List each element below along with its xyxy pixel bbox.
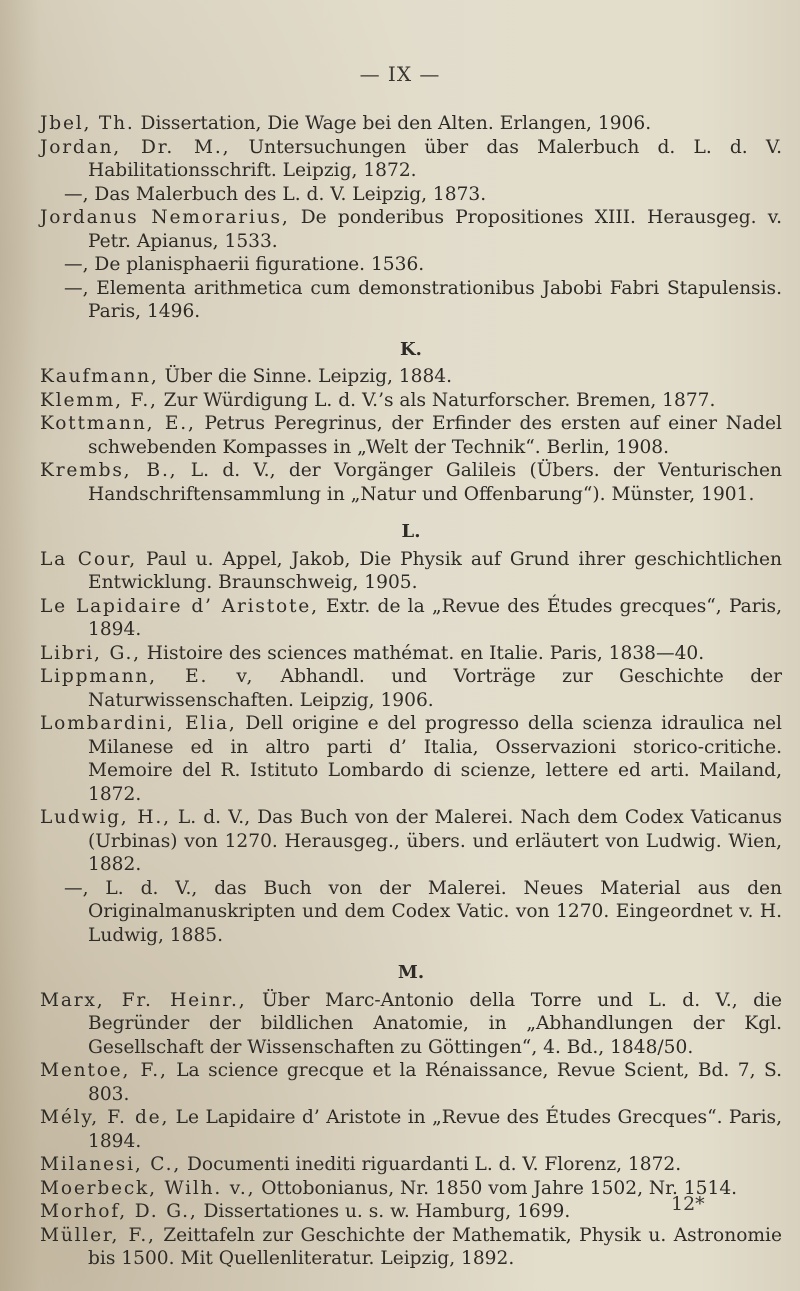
bibliography-entry	[40, 112, 782, 136]
bibliography-list	[40, 112, 782, 1271]
entry-author: Morhof, D. G.,	[40, 1201, 198, 1222]
entry-text: Documenti inediti riguardanti L. d. V. Florenz, 1872.	[181, 1154, 682, 1175]
bibliography-entry	[40, 642, 782, 666]
entry-text: Dissertation, Die Wage bei den Alten. Erlangen, 1906.	[134, 113, 652, 134]
entry-text: Abhandl. und Vorträge zur Geschichte der Naturwissenschaften. Leipzig, 1906.	[88, 666, 782, 711]
entry-author: Mély, F. de,	[40, 1107, 170, 1128]
entry-author: La Cour,	[40, 548, 137, 570]
entry-author: Ludwig, H.,	[40, 807, 171, 828]
entry-author: Marx, Fr. Heinr.,	[40, 989, 247, 1011]
bibliography-entry	[40, 877, 782, 948]
bibliography-entry	[40, 665, 782, 712]
entry-text: Extr. de la „Revue des Études grecques“, Paris, 1894.	[88, 595, 782, 640]
bibliography-entry	[40, 136, 782, 183]
entry-text: Über die Sinne. Leipzig, 1884.	[158, 366, 453, 387]
bibliography-entry	[40, 1059, 782, 1106]
entry-author: —,	[64, 277, 89, 299]
page-header: — IX —	[359, 62, 441, 86]
entry-author: Krembs, B.,	[40, 460, 178, 481]
entry-text: Elementa arithmetica cum demonstrationibus Jabobi Fabri Stapulensis. Paris, 1496.	[88, 277, 782, 322]
entry-author: Klemm, F.,	[40, 389, 158, 411]
bibliography-entry	[40, 389, 782, 413]
bibliography-entry	[40, 183, 782, 207]
entry-text: Zeittafeln zur Geschichte der Mathematik, Physik u. Astronomie bis 1500. Mit Quellenliteratur. Leipzig, 1892.	[88, 1224, 783, 1269]
entry-author: Müller, F.,	[40, 1224, 156, 1246]
entry-author: Jbel, Th.	[40, 113, 135, 134]
bibliography-entry	[40, 712, 782, 806]
bibliography-entry	[40, 1224, 782, 1271]
entry-author: Milanesi, C.,	[40, 1154, 182, 1175]
entry-author: Kaufmann,	[40, 366, 159, 387]
bibliography-entry	[40, 459, 782, 506]
section-heading: M.	[397, 962, 425, 983]
entry-text: Dell origine e del progresso della scienza idraulica nel Milanese ed in altro parti d’ Italia, Osservazioni storico-critiche. Memoire del R. Istituto Lombardo di scienze, lettere ed arti. Mailand, 1872.	[88, 713, 782, 805]
entry-text: Dissertationes u. s. w. Hamburg, 1699.	[197, 1201, 571, 1222]
section-heading: L.	[401, 521, 421, 542]
entry-author: Kottmann, E.,	[40, 413, 196, 434]
entry-author: Mentoe, F.,	[40, 1060, 168, 1081]
entry-text: Paul u. Appel, Jakob, Die Physik auf Grund ihrer geschichtlichen Entwicklung. Braunschweig, 1905.	[88, 548, 782, 593]
bibliography-entry	[40, 206, 782, 253]
entry-text: Histoire des sciences mathémat. en Italie. Paris, 1838—40.	[140, 642, 705, 664]
entry-author: Le Lapidaire d’ Aristote,	[40, 595, 319, 617]
entry-author: Jordanus Nemorarius,	[40, 207, 290, 228]
entry-text: Le Lapidaire d’ Aristote in „Revue des Études Grecques“. Paris, 1894.	[88, 1107, 782, 1152]
bibliography-entry	[40, 548, 782, 595]
bibliography-entry	[40, 989, 782, 1060]
entry-author: —,	[64, 877, 89, 899]
entry-author: Libri, G.,	[40, 642, 141, 664]
bibliography-entry	[40, 1106, 782, 1153]
entry-author: —,	[64, 183, 89, 205]
entry-text: L. d. V., das Buch von der Malerei. Neues Material aus den Originalmanuskripten und dem Codex Vatic. von 1270. Eingeordnet v. H. Ludwig, 1885.	[88, 877, 782, 946]
entry-text: Ottobonianus, Nr. 1850 vom Jahre 1502, Nr. 1514.	[255, 1177, 738, 1199]
bibliography-entry	[40, 595, 782, 642]
section-heading: K.	[400, 338, 422, 360]
entry-author: Lombardini, Elia,	[40, 713, 237, 734]
entry-text: L. d. V., Das Buch von der Malerei. Nach dem Codex Vaticanus (Urbinas) von 1270. Herausgeg., übers. und erläutert von Ludwig. Wien, 1882.	[88, 807, 782, 875]
entry-author: Lippmann, E. v,	[40, 666, 255, 687]
bibliography-entry	[40, 412, 782, 459]
bibliography-entry	[40, 277, 782, 324]
entry-text: De ponderibus Propositiones XIII. Herausgeg. v. Petr. Apianus, 1533.	[88, 207, 782, 252]
entry-text: L. d. V., der Vorgänger Galileis (Übers. der Venturischen Handschriftensammlung in „Natur und Offenbarung“). Münster, 1901.	[88, 460, 783, 505]
entry-text: La science grecque et la Rénaissance, Revue Scient, Bd. 7, S. 803.	[88, 1060, 782, 1105]
page-number: 12*	[671, 1193, 705, 1215]
entry-text: Das Malerbuch des L. d. V. Leipzig, 1873.	[88, 183, 487, 205]
entry-author: Moerbeck, Wilh. v.,	[40, 1177, 256, 1199]
bibliography-entry	[40, 365, 782, 389]
bibliography-entry	[40, 1153, 782, 1177]
bibliography-entry	[40, 806, 782, 877]
entry-text: Untersuchungen über das Malerbuch d. L. d. V. Habilitationsschrift. Leipzig, 1872.	[88, 136, 782, 181]
entry-author: Jordan, Dr. M.,	[40, 136, 231, 158]
entry-author: —,	[64, 254, 89, 275]
entry-text: De planisphaerii figuratione. 1536.	[88, 254, 425, 275]
entry-text: Über Marc-Antonio della Torre und L. d. V., die Begründer der bildlichen Anatomie, in „Abhandlungen der Kgl. Gesellschaft der Wissenschaften zu Göttingen“, 4. Bd., 1848/50.	[88, 989, 782, 1058]
bibliography-entry	[40, 253, 782, 277]
entry-text: Petrus Peregrinus, der Erfinder des ersten auf einer Nadel schwebenden Kompasses in „Welt der Technik“. Berlin, 1908.	[88, 413, 782, 458]
entry-text: Zur Würdigung L. d. V.’s als Naturforscher. Bremen, 1877.	[157, 389, 716, 411]
